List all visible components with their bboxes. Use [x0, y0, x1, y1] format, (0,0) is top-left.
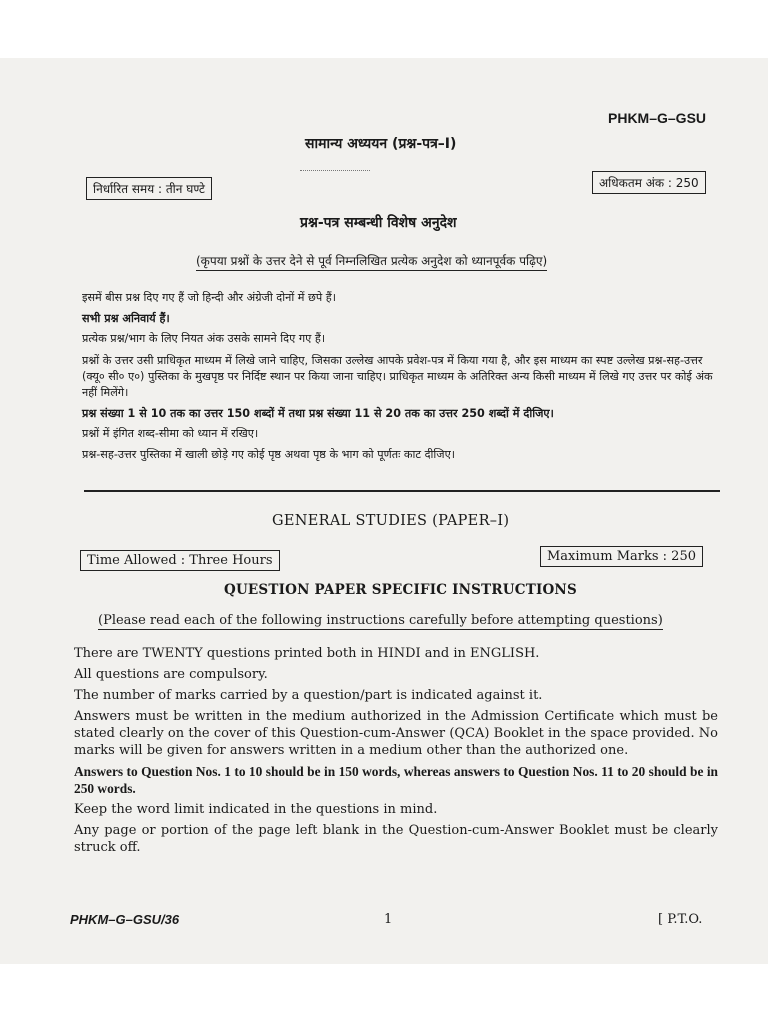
list-item: Answers to Question Nos. 1 to 10 should be in 150 words, whereas answers to Question Nos. 11 to 20 should be in 250 words. [74, 764, 718, 796]
list-item: इसमें बीस प्रश्न दिए गए हैं जो हिन्दी और अंग्रेजी दोनों में छपे हैं। [82, 291, 336, 304]
english-instructions-note: (Please read each of the following instructions carefully before attempting questions) [98, 613, 663, 628]
list-item: Answers must be written in the medium authorized in the Admission Certificate which must be stated clearly on the cover of this Question-cum-Answer (QCA) Booklet in the space provided. No marks will be given for answers written in a medium other than the authorized one. [74, 709, 718, 758]
list-item: All questions are compulsory. [74, 667, 268, 682]
list-item: Any page or portion of the page left blank in the Question-cum-Answer Booklet must be clearly struck off. [74, 823, 718, 855]
list-item: Keep the word limit indicated in the questions in mind. [74, 802, 438, 817]
hindi-instructions-note: (कृपया प्रश्नों के उत्तर देने से पूर्व निम्नलिखित प्रत्येक अनुदेश को ध्यानपूर्वक पढ़िए) [196, 252, 547, 271]
english-time-allowed-box: Time Allowed : Three Hours [80, 550, 280, 571]
hindi-max-marks-box: अधिकतम अंक : 250 [592, 171, 706, 194]
list-item: The number of marks carried by a question/part is indicated against it. [74, 688, 543, 703]
hindi-instructions-list [82, 288, 722, 465]
page-number: 1 [384, 912, 393, 927]
english-instructions-list [74, 645, 718, 860]
english-paper-title: GENERAL STUDIES (PAPER–I) [272, 513, 510, 529]
hindi-time-allowed-box: निर्धारित समय : तीन घण्टे [86, 177, 212, 200]
paper-code: PHKM–G–GSU [608, 110, 707, 126]
pto-marker: [ P.T.O. [658, 912, 703, 927]
hindi-paper-title: सामान्य अध्ययन (प्रश्न-पत्र–I) [305, 136, 457, 152]
list-item: There are TWENTY questions printed both in HINDI and in ENGLISH. [74, 646, 540, 661]
list-item: प्रश्नों में इंगित शब्द-सीमा को ध्यान में रखिए। [82, 427, 259, 440]
list-item: प्रत्येक प्रश्न/भाग के लिए नियत अंक उसके सामने दिए गए हैं। [82, 332, 326, 345]
hindi-instructions-heading: प्रश्न-पत्र सम्बन्धी विशेष अनुदेश [300, 215, 457, 231]
list-item: प्रश्न संख्या 1 से 10 तक का उत्तर 150 शब्दों में तथा प्रश्न संख्या 11 से 20 तक का उत्तर 250 शब्दों में दीजिए। [82, 406, 554, 420]
english-instructions-heading: QUESTION PAPER SPECIFIC INSTRUCTIONS [224, 582, 577, 598]
english-max-marks-box: Maximum Marks : 250 [540, 546, 703, 567]
decorative-dots [300, 170, 370, 171]
footer-paper-code: PHKM–G–GSU/36 [70, 912, 180, 927]
list-item: सभी प्रश्न अनिवार्य हैं। [82, 311, 170, 325]
list-item: प्रश्नों के उत्तर उसी प्राधिकृत माध्यम में लिखे जाने चाहिए, जिसका उल्लेख आपके प्रवेश-पत्र में किया गया है, और इस माध्यम का स्पष्ट उल्लेख प्रश्न-सह-उत्तर (क्यू० सी० ए०) पुस्तिका के मुखपृष्ठ पर निर्दिष्ट स्थान पर किया जाना चाहिए। प्राधिकृत माध्यम के अतिरिक्त अन्य किसी माध्यम में लिखे गए उत्तर पर कोई अंक नहीं मिलेंगे। [82, 353, 713, 399]
list-item: प्रश्न-सह-उत्तर पुस्तिका में खाली छोड़े गए कोई पृष्ठ अथवा पृष्ठ के भाग को पूर्णतः काट दीजिए। [82, 447, 456, 461]
section-divider [84, 490, 720, 492]
